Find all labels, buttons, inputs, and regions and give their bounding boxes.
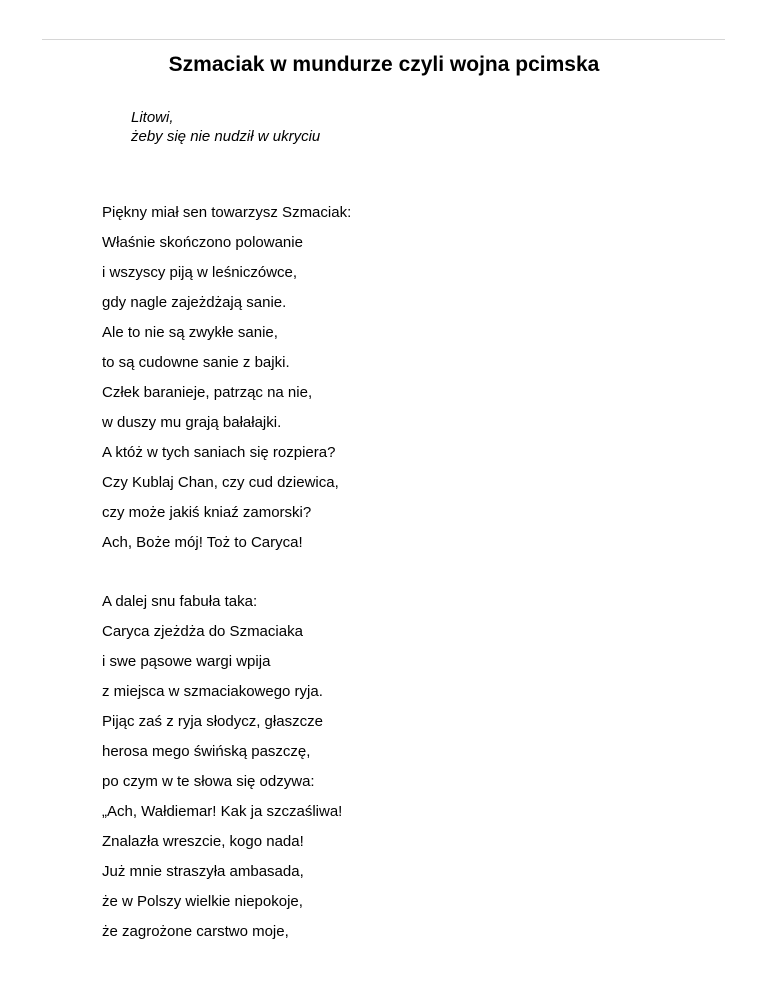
verse-line: i wszyscy piją w leśniczówce,	[102, 264, 298, 281]
verse-line: czy może jakiś kniaź zamorski?	[102, 504, 312, 521]
dedication-line: Litowi,	[131, 109, 174, 126]
verse-line: A dalej snu fabuła taka:	[102, 593, 258, 610]
dedication	[131, 108, 320, 146]
verse-line: to są cudowne sanie z bajki.	[102, 354, 290, 371]
verse-line: gdy nagle zajeżdżają sanie.	[102, 294, 287, 311]
verse-line: Właśnie skończono polowanie	[102, 234, 303, 251]
verse-line: Czy Kublaj Chan, czy cud dziewica,	[102, 474, 339, 491]
verse-line: z miejsca w szmaciakowego ryja.	[102, 683, 323, 700]
verse-line: Caryca zjeżdża do Szmaciaka	[102, 623, 303, 640]
verse-line: w duszy mu grają bałałajki.	[102, 414, 282, 431]
verse-line: Znalazła wreszcie, kogo nada!	[102, 833, 304, 850]
verse-line: A któż w tych saniach się rozpiera?	[102, 444, 336, 461]
top-divider	[42, 39, 725, 40]
verse-line: po czym w te słowa się odzywa:	[102, 773, 315, 790]
verse-line: „Ach, Wałdiemar! Kak ja szczaśliwa!	[102, 803, 343, 820]
verse-line: herosa mego świńską paszczę,	[102, 743, 311, 760]
verse-line: Już mnie straszyła ambasada,	[102, 863, 304, 880]
verse-line: Piękny miał sen towarzysz Szmaciak:	[102, 204, 352, 221]
verse-line: że w Polszy wielkie niepokoje,	[102, 893, 303, 910]
stanza-2	[102, 592, 342, 952]
verse-line: i swe pąsowe wargi wpija	[102, 653, 271, 670]
verse-line: Ach, Boże mój! Toż to Caryca!	[102, 534, 303, 551]
stanza-1	[102, 203, 351, 563]
verse-line: że zagrożone carstwo moje,	[102, 923, 289, 940]
verse-line: Ale to nie są zwykłe sanie,	[102, 324, 278, 341]
verse-line: Człek baranieje, patrząc na nie,	[102, 384, 313, 401]
dedication-line: żeby się nie nudził w ukryciu	[131, 128, 321, 145]
document-title: Szmaciak w mundurze czyli wojna pcimska	[168, 53, 600, 76]
verse-line: Pijąc zaś z ryja słodycz, głaszcze	[102, 713, 323, 730]
